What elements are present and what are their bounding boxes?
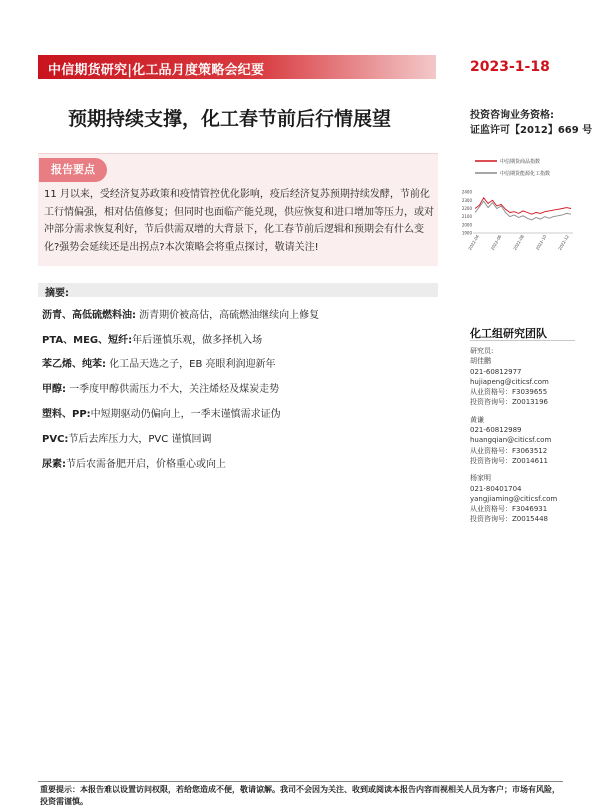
x-tick-label: 2022-08 xyxy=(512,234,525,251)
y-tick-label: 1900 xyxy=(461,230,472,236)
x-tick-label: 2022-12 xyxy=(557,234,570,251)
abstract-bar xyxy=(38,283,438,297)
member-phone: 021-60812977 xyxy=(470,367,522,376)
abstract-item xyxy=(42,430,211,445)
abstract-item-text: 沥青期价被高估，高硫燃油继续向上修复 xyxy=(136,310,320,321)
y-tick-label: 2000 xyxy=(461,222,472,228)
member-phone: 021-60812989 xyxy=(470,426,522,435)
abstract-item-label: 尿素: xyxy=(42,459,66,470)
member-name: 胡佳鹏 xyxy=(470,357,491,366)
page-title: 预期持续支撑，化工春节前后行情展望 xyxy=(68,108,392,130)
member-cert: 从业资格号：F3063512 xyxy=(470,446,548,455)
abstract-item-label: 沥青、高低硫燃料油: xyxy=(42,310,136,321)
abstract-item xyxy=(42,355,276,370)
researcher-label: 研究员: xyxy=(470,347,494,355)
abstract-item-text: 年后谨慎乐观，做多择机入场 xyxy=(132,335,263,346)
member-cert: 投资咨询号：Z0015448 xyxy=(470,515,548,524)
y-tick-label: 2300 xyxy=(461,197,472,203)
abstract-item xyxy=(42,455,226,470)
report-series-title: 中信期货研究|化工品月度策略会纪要 xyxy=(48,63,265,78)
team-divider xyxy=(470,340,575,341)
abstract-item-text: 节后农需备肥开启，价格重心或向上 xyxy=(66,459,226,470)
x-tick-label: 2022-04 xyxy=(467,234,480,251)
y-tick-label: 2200 xyxy=(461,205,472,211)
footer-divider xyxy=(38,781,563,782)
member-email[interactable]: yangjiaming@citicsf.com xyxy=(470,494,558,503)
legend-label-1: 中信期货能源化工指数 xyxy=(500,171,551,177)
abstract-item-text: 一季度甲醇供需压力不大，关注烯烃及煤炭走势 xyxy=(66,384,280,395)
member-email[interactable]: huangqian@citicsf.com xyxy=(470,436,552,445)
member-name: 黄谦 xyxy=(470,415,484,424)
abstract-item-text: 节后去库压力大，PVC 谨慎回调 xyxy=(68,434,212,445)
legend-label-0: 中信期货商品指数 xyxy=(500,159,541,165)
abstract-item xyxy=(42,405,281,420)
license-line-2: 证监许可【2012】669 号 xyxy=(470,125,593,136)
license-info xyxy=(470,108,592,138)
abstract-item xyxy=(42,380,279,395)
y-tick-label: 2100 xyxy=(461,214,472,220)
abstract-title: 摘要: xyxy=(45,288,69,299)
summary-tag: 报告要点 xyxy=(39,158,107,182)
abstract-item-label: PVC: xyxy=(42,434,69,445)
abstract-item-label: 苯乙烯、纯苯: xyxy=(42,359,106,370)
abstract-item xyxy=(42,306,319,321)
index-chart xyxy=(455,153,575,263)
abstract-item-label: 塑料、PP: xyxy=(42,409,91,420)
x-tick-label: 2022-06 xyxy=(489,234,503,251)
index-chart-svg xyxy=(455,153,575,263)
member-cert: 投资咨询号：Z0013196 xyxy=(470,398,548,407)
summary-text: 11 月以来，受经济复苏政策和疫情管控优化影响，疫后经济复苏预期持续发酵，节前化工行情偏强，相对估值修复；但同时也面临产能兑现，供应恢复和进口增加等压力，或对冲部分需求恢复利好，节后供需双增的大背景下，化工春节前后逻辑和预期会有什么变化?强势会延续还是出拐点?本次策略会将重点探讨，敬请关注! xyxy=(44,189,434,253)
team-title: 化工组研究团队 xyxy=(470,327,547,340)
member-cert: 从业资格号：F3039655 xyxy=(470,388,548,397)
member-cert: 从业资格号：F3046931 xyxy=(470,505,548,514)
abstract-item-label: PTA、MEG、短纤: xyxy=(42,335,133,346)
abstract-item-text: 中短期驱动仍偏向上，一季末谨慎需求证伪 xyxy=(90,409,281,420)
team-info xyxy=(470,346,557,525)
license-line-1: 投资咨询业务资格: xyxy=(470,110,554,121)
abstract-item-text: 化工品天选之子，EB 亮眼利润迎新年 xyxy=(106,359,276,370)
member-email[interactable]: hujiapeng@citicsf.com xyxy=(470,377,549,386)
abstract-item-label: 甲醇: xyxy=(42,384,66,395)
member-name: 杨家明 xyxy=(470,474,491,483)
x-tick-label: 2022-10 xyxy=(534,234,548,251)
report-date: 2023-1-18 xyxy=(470,59,550,75)
abstract-item xyxy=(42,331,262,346)
member-phone: 021-80401704 xyxy=(470,484,522,493)
footer-disclaimer: 重要提示：本报告难以设置访问权限，若给您造成不便，敬请谅解。我司不会因为关注、收到或阅读本报告内容而视相关人员为客户；市场有风险，投资需谨慎。 xyxy=(40,785,560,806)
y-tick-label: 2400 xyxy=(461,189,472,195)
member-cert: 投资咨询号：Z0014611 xyxy=(470,456,548,465)
